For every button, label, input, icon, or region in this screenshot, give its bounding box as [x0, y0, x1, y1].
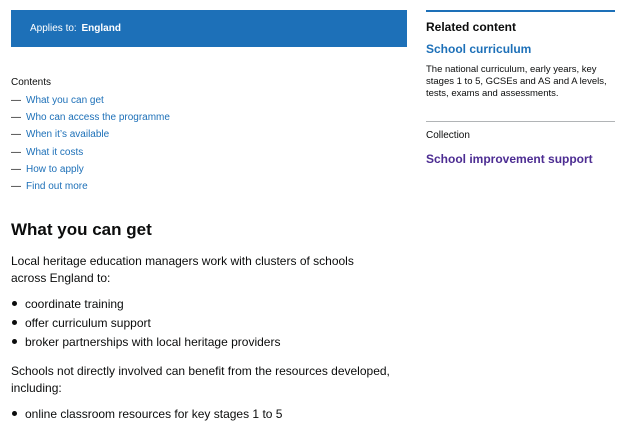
contents-link-what-you-can-get[interactable]: What you can get — [26, 95, 104, 106]
related-link-school-curriculum[interactable]: School curriculum — [426, 42, 532, 56]
list-item — [11, 335, 280, 354]
section-paragraph: Local heritage education managers work with clusters of schools across England to: — [11, 254, 354, 285]
list-item-text: broker partnerships with local heritage providers — [25, 335, 281, 349]
bullet-list — [11, 297, 280, 354]
contents-link-when-available[interactable]: When it’s available — [26, 129, 110, 141]
contents-link-how-to-apply[interactable]: How to apply — [26, 163, 84, 175]
applies-to-label: Applies to: — [30, 23, 77, 34]
contents-dash: — — [11, 146, 21, 158]
list-item — [11, 297, 280, 316]
contents-item — [11, 181, 170, 198]
applies-to-banner — [11, 10, 407, 47]
bullet-list — [11, 407, 282, 426]
related-content-title: Related content — [426, 20, 517, 34]
contents-dash: — — [11, 180, 21, 192]
related-link-description: The national curriculum, early years, key stages 1 to 5, GCSEs and AS and A levels, tests, exams and assessments. — [426, 64, 607, 99]
contents-link-find-out-more[interactable]: Find out more — [26, 180, 88, 192]
contents-item — [11, 95, 170, 112]
collection-label: Collection — [426, 130, 470, 141]
contents-dash: — — [11, 95, 21, 106]
section-paragraph: Schools not directly involved can benefit from the resources developed, including: — [11, 364, 390, 395]
bullet-icon — [12, 411, 17, 416]
contents-title: Contents — [11, 77, 52, 88]
list-item-text: online classroom resources for key stages 1 to 5 — [25, 407, 283, 421]
list-item — [11, 407, 282, 426]
related-content-top-rule — [426, 10, 615, 12]
contents-item — [11, 147, 170, 164]
collection-divider — [426, 121, 615, 122]
contents-link-who-can-access[interactable]: Who can access the programme — [26, 112, 170, 124]
contents-item — [11, 164, 170, 181]
contents-list — [11, 95, 170, 198]
contents-item — [11, 129, 170, 146]
bullet-icon — [12, 301, 17, 306]
bullet-icon — [12, 339, 17, 344]
contents-item — [11, 112, 170, 129]
contents-dash: — — [11, 129, 21, 141]
collection-link-school-improvement[interactable]: School improvement support — [426, 152, 593, 166]
applies-to-value: England — [81, 23, 121, 34]
section-heading: What you can get — [11, 220, 152, 239]
contents-link-what-it-costs[interactable]: What it costs — [26, 146, 84, 158]
contents-dash: — — [11, 163, 21, 175]
contents-dash: — — [11, 112, 21, 124]
applies-to-text — [30, 23, 121, 34]
list-item — [11, 316, 280, 335]
bullet-icon — [12, 320, 17, 325]
list-item-text: coordinate training — [25, 297, 124, 311]
list-item-text: offer curriculum support — [25, 316, 151, 330]
